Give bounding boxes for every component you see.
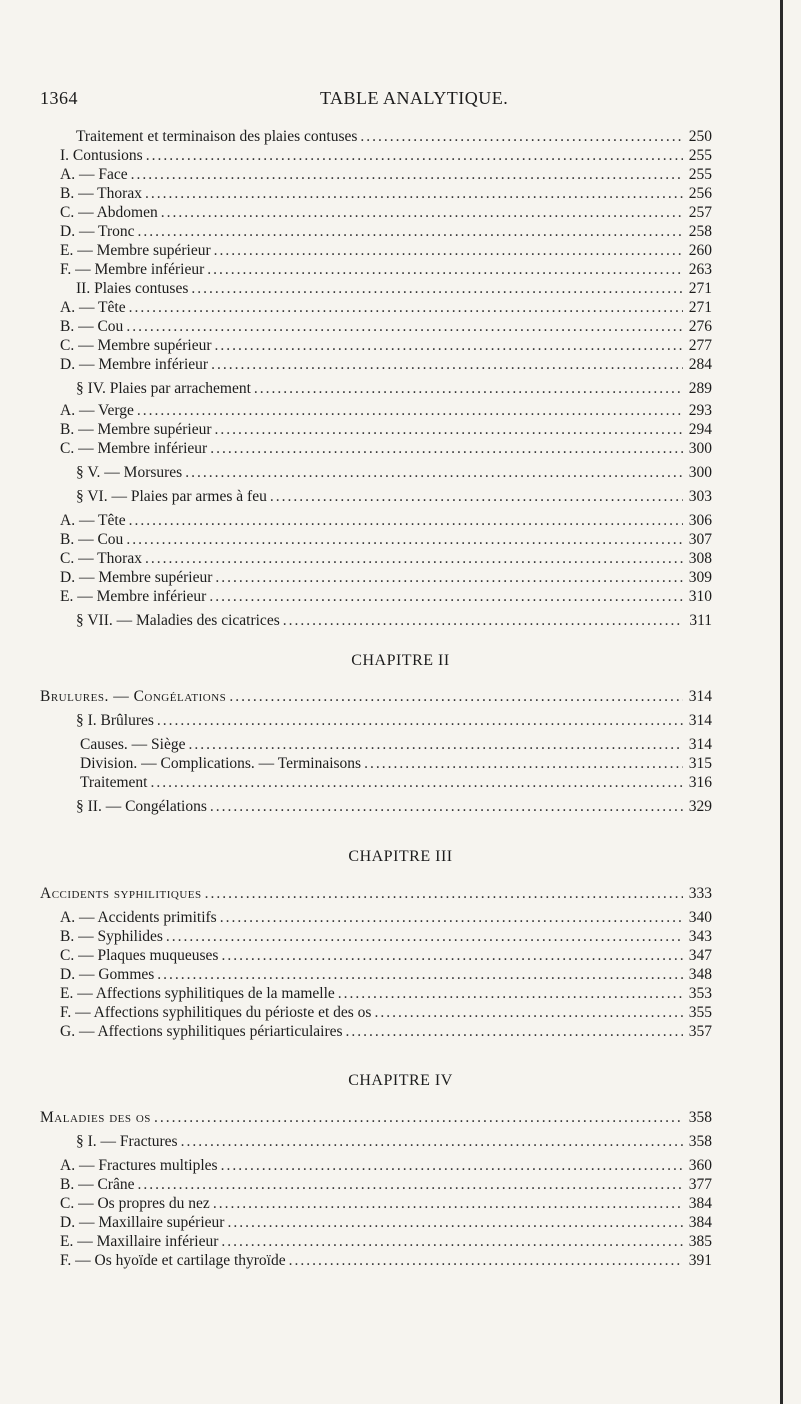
- entry-label: D. — Maxillaire supérieur: [60, 1214, 225, 1231]
- dot-leader: [126, 318, 683, 336]
- dot-leader: [146, 147, 683, 165]
- dot-leader: [207, 261, 683, 279]
- entry-label: G. — Affections syphilitiques périarticulaires: [60, 1023, 343, 1040]
- entry-label: A. — Verge: [60, 402, 134, 419]
- dot-leader: [215, 569, 683, 587]
- dot-leader: [254, 380, 683, 398]
- page-number: 1364: [40, 88, 78, 108]
- dot-leader: [213, 1195, 683, 1213]
- entry-page-number: 257: [688, 204, 712, 221]
- entry-page-number: 384: [688, 1214, 712, 1231]
- dot-leader: [283, 612, 683, 630]
- entry-label: Division. — Complications. — Terminaisons: [80, 755, 362, 772]
- entry-page-number: 385: [688, 1233, 712, 1250]
- entry-label: C. — Membre supérieur: [60, 337, 212, 354]
- entry-label: Traitement et terminaison des plaies contuses: [76, 128, 358, 145]
- dot-leader: [129, 512, 683, 530]
- chapter-4-heading: CHAPITRE IV: [348, 1072, 453, 1089]
- dot-leader: [346, 1023, 683, 1041]
- entry-page-number: 358: [688, 1133, 712, 1150]
- entry-label: E. — Affections syphilitiques de la mamelle: [60, 985, 335, 1002]
- entry-label: D. — Tronc: [60, 223, 135, 240]
- entry-label: E. — Membre inférieur: [60, 588, 207, 605]
- dot-leader: [210, 798, 683, 816]
- entry-label: B. — Cou: [60, 318, 124, 335]
- dot-leader: [181, 1133, 683, 1151]
- dot-leader: [137, 1176, 683, 1194]
- entry-page-number: 355: [688, 1004, 712, 1021]
- entry-label: D. — Membre inférieur: [60, 356, 209, 373]
- entry-label: Accidents syphilitiques: [40, 885, 202, 902]
- dot-leader: [215, 421, 683, 439]
- entry-page-number: 289: [688, 380, 712, 397]
- toc-entry: [76, 712, 712, 734]
- dot-leader: [185, 464, 683, 482]
- entry-page-number: 314: [688, 736, 712, 753]
- entry-label: § VII. — Maladies des cicatrices: [76, 612, 280, 629]
- toc-entry: [76, 612, 712, 634]
- entry-label: B. — Thorax: [60, 185, 142, 202]
- dot-leader: [270, 488, 683, 506]
- entry-page-number: 360: [688, 1157, 712, 1174]
- dot-leader: [145, 185, 683, 203]
- dot-leader: [215, 337, 683, 355]
- page-title: TABLE ANALYTIQUE.: [320, 88, 509, 108]
- dot-leader: [191, 280, 683, 298]
- entry-page-number: 294: [688, 421, 712, 438]
- toc-entry: [40, 688, 712, 710]
- entry-page-number: 315: [688, 755, 712, 772]
- entry-label: A. — Accidents primitifs: [60, 909, 217, 926]
- entry-label: Maladies des os: [40, 1109, 151, 1126]
- dot-leader: [131, 166, 683, 184]
- dot-leader: [137, 402, 683, 420]
- entry-page-number: 377: [688, 1176, 712, 1193]
- entry-label: I. Contusions: [60, 147, 143, 164]
- entry-label: B. — Syphilides: [60, 928, 163, 945]
- entry-page-number: 284: [688, 356, 712, 373]
- entry-label: B. — Crâne: [60, 1176, 135, 1193]
- dot-leader: [221, 1233, 683, 1251]
- entry-page-number: 307: [688, 531, 712, 548]
- entry-page-number: 255: [688, 166, 712, 183]
- toc-entry: [80, 774, 712, 796]
- entry-page-number: 314: [688, 712, 712, 729]
- entry-page-number: 303: [688, 488, 712, 505]
- entry-label: C. — Membre inférieur: [60, 440, 208, 457]
- dot-leader: [227, 1214, 683, 1232]
- dot-leader: [205, 885, 683, 903]
- entry-label: A. — Fractures multiples: [60, 1157, 218, 1174]
- entry-label: § VI. — Plaies par armes à feu: [76, 488, 267, 505]
- entry-label: § I. Brûlures: [76, 712, 154, 729]
- entry-page-number: 340: [688, 909, 712, 926]
- entry-page-number: 348: [688, 966, 712, 983]
- entry-page-number: 384: [688, 1195, 712, 1212]
- dot-leader: [145, 550, 683, 568]
- dot-leader: [220, 909, 683, 927]
- toc-entry: [60, 1023, 712, 1045]
- entry-label: Causes. — Siège: [80, 736, 186, 753]
- entry-page-number: 353: [688, 985, 712, 1002]
- entry-label: § V. — Morsures: [76, 464, 183, 481]
- dot-leader: [157, 712, 683, 730]
- entry-label: Brulures. — Congélations: [40, 688, 227, 705]
- entry-label: D. — Membre supérieur: [60, 569, 213, 586]
- dot-leader: [209, 588, 683, 606]
- dot-leader: [289, 1252, 683, 1270]
- entry-page-number: 276: [688, 318, 712, 335]
- entry-label: E. — Membre supérieur: [60, 242, 211, 259]
- entry-page-number: 277: [688, 337, 712, 354]
- entry-page-number: 311: [689, 612, 712, 629]
- entry-page-number: 333: [688, 885, 712, 902]
- entry-page-number: 343: [688, 928, 712, 945]
- entry-page-number: 258: [688, 223, 712, 240]
- dot-leader: [210, 440, 683, 458]
- dot-leader: [211, 356, 683, 374]
- entry-page-number: 256: [688, 185, 712, 202]
- chapter-2-heading: CHAPITRE II: [351, 652, 450, 669]
- entry-page-number: 309: [688, 569, 712, 586]
- dot-leader: [360, 128, 683, 146]
- dot-leader: [221, 947, 683, 965]
- toc-entry: [60, 356, 712, 378]
- entry-label: C. — Abdomen: [60, 204, 158, 221]
- entry-label: F. — Os hyoïde et cartilage thyroïde: [60, 1252, 286, 1269]
- dot-leader: [150, 774, 683, 792]
- toc-entry: [60, 1252, 712, 1274]
- entry-page-number: 293: [688, 402, 712, 419]
- entry-label: C. — Plaques muqueuses: [60, 947, 219, 964]
- dot-leader: [154, 1109, 683, 1127]
- toc-entry: [76, 798, 712, 820]
- entry-label: B. — Membre supérieur: [60, 421, 212, 438]
- entry-page-number: 300: [688, 440, 712, 457]
- entry-page-number: 271: [688, 280, 712, 297]
- entry-page-number: 306: [688, 512, 712, 529]
- entry-page-number: 255: [688, 147, 712, 164]
- entry-label: A. — Tête: [60, 512, 126, 529]
- toc-entry: [76, 488, 712, 510]
- entry-label: D. — Gommes: [60, 966, 155, 983]
- entry-label: II. Plaies contuses: [76, 280, 189, 297]
- toc-entry: [76, 380, 712, 402]
- toc-entry: [40, 1109, 712, 1131]
- entry-page-number: 263: [688, 261, 712, 278]
- dot-leader: [161, 204, 683, 222]
- dot-leader: [338, 985, 683, 1003]
- entry-page-number: 300: [688, 464, 712, 481]
- entry-label: F. — Membre inférieur: [60, 261, 205, 278]
- entry-page-number: 310: [688, 588, 712, 605]
- toc-entry: [60, 440, 712, 462]
- dot-leader: [364, 755, 683, 773]
- entry-page-number: 358: [688, 1109, 712, 1126]
- entry-page-number: 357: [688, 1023, 712, 1040]
- entry-label: B. — Cou: [60, 531, 124, 548]
- entry-page-number: 314: [688, 688, 712, 705]
- entry-label: A. — Tête: [60, 299, 126, 316]
- toc-entry: [60, 588, 712, 610]
- entry-label: F. — Affections syphilitiques du périoste et des os: [60, 1004, 372, 1021]
- page-edge-line: [780, 0, 783, 1404]
- toc-entry: [76, 1133, 712, 1155]
- entry-label: E. — Maxillaire inférieur: [60, 1233, 219, 1250]
- dot-leader: [374, 1004, 683, 1022]
- entry-label: § IV. Plaies par arrachement: [76, 380, 251, 397]
- entry-page-number: 260: [688, 242, 712, 259]
- chapter-3-heading: CHAPITRE III: [348, 848, 453, 865]
- dot-leader: [221, 1157, 683, 1175]
- dot-leader: [188, 736, 683, 754]
- entry-page-number: 391: [688, 1252, 712, 1269]
- entry-label: A. — Face: [60, 166, 128, 183]
- dot-leader: [214, 242, 683, 260]
- entry-label: § I. — Fractures: [76, 1133, 178, 1150]
- toc-entry: [76, 464, 712, 486]
- entry-label: C. — Thorax: [60, 550, 142, 567]
- entry-page-number: 316: [688, 774, 712, 791]
- dot-leader: [126, 531, 683, 549]
- entry-page-number: 347: [688, 947, 712, 964]
- entry-page-number: 250: [688, 128, 712, 145]
- entry-page-number: 308: [688, 550, 712, 567]
- entry-label: § II. — Congélations: [76, 798, 207, 815]
- entry-page-number: 329: [688, 798, 712, 815]
- dot-leader: [138, 223, 683, 241]
- dot-leader: [229, 688, 683, 706]
- dot-leader: [129, 299, 683, 317]
- dot-leader: [166, 928, 683, 946]
- entry-page-number: 271: [688, 299, 712, 316]
- entry-label: C. — Os propres du nez: [60, 1195, 210, 1212]
- toc-entry: [40, 885, 712, 907]
- entry-label: Traitement: [80, 774, 148, 791]
- dot-leader: [157, 966, 683, 984]
